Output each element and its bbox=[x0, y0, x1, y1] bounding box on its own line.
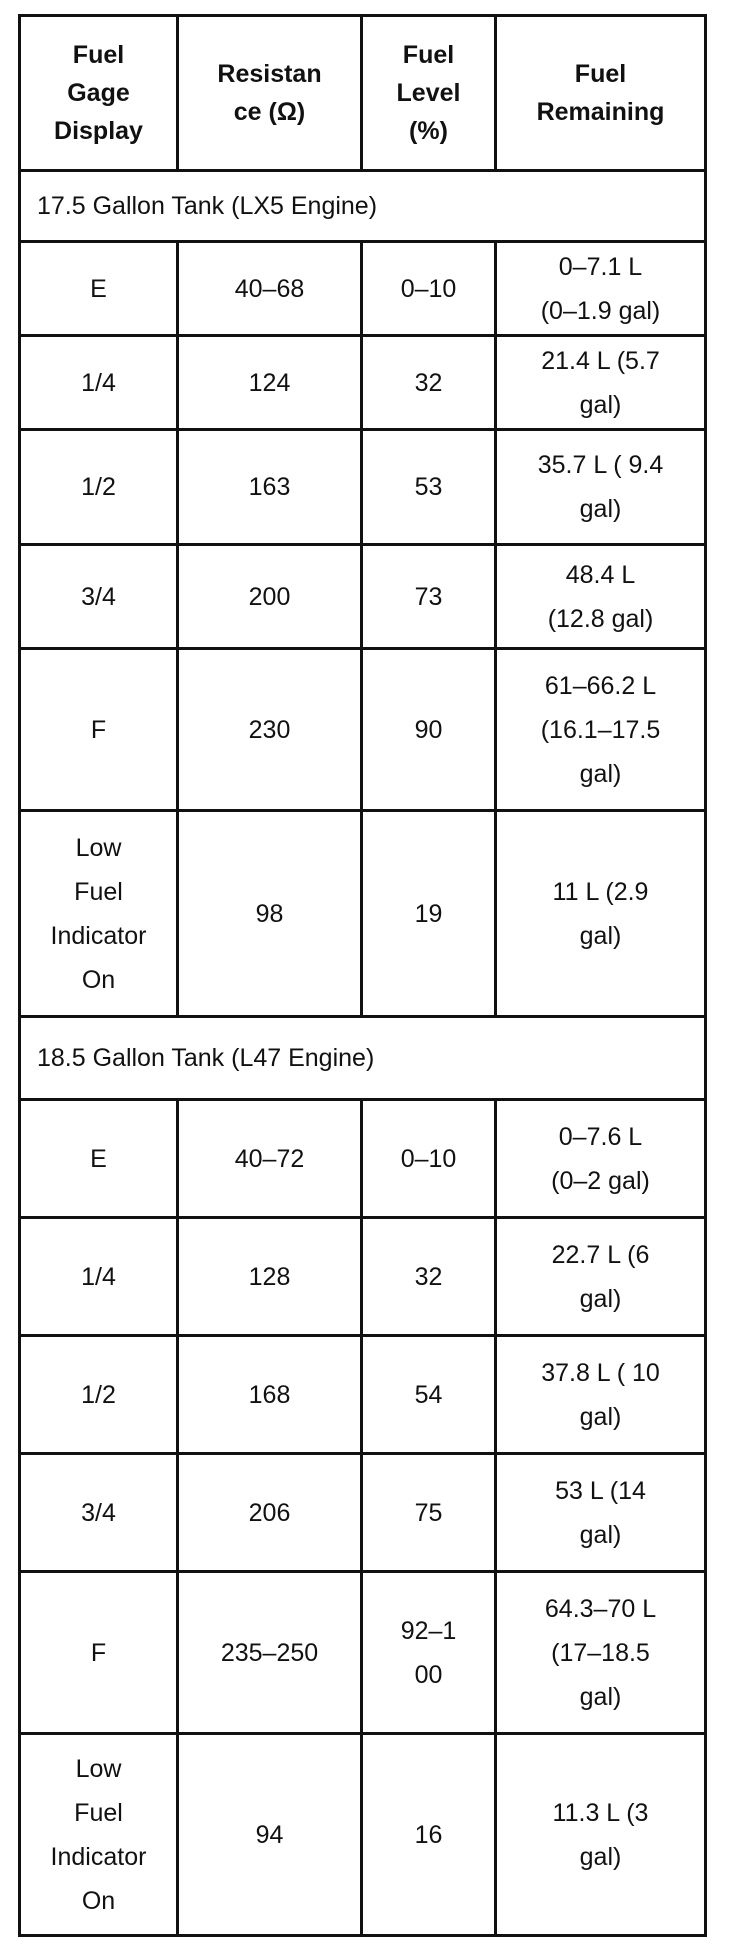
fuel-level-cell: 90 bbox=[362, 649, 496, 811]
fuel-level-cell: 19 bbox=[362, 811, 496, 1017]
table-row bbox=[20, 1454, 706, 1572]
fuel-remaining-cell: 48.4 L (12.8 gal) bbox=[496, 545, 706, 649]
gage-display-cell: E bbox=[20, 242, 178, 336]
gage-display-cell: E bbox=[20, 1100, 178, 1218]
header-fuel-remaining: Fuel Remaining bbox=[496, 16, 706, 171]
resistance-cell: 124 bbox=[178, 336, 362, 430]
gage-display-cell: Low Fuel Indicator On bbox=[20, 1734, 178, 1936]
fuel-level-cell: 0–10 bbox=[362, 1100, 496, 1218]
resistance-cell: 168 bbox=[178, 1336, 362, 1454]
resistance-cell: 200 bbox=[178, 545, 362, 649]
fuel-level-cell: 92–1 00 bbox=[362, 1572, 496, 1734]
table-row bbox=[20, 430, 706, 545]
section-title: 18.5 Gallon Tank (L47 Engine) bbox=[20, 1017, 706, 1100]
table-row bbox=[20, 811, 706, 1017]
table-row bbox=[20, 242, 706, 336]
fuel-remaining-cell: 61–66.2 L (16.1–17.5 gal) bbox=[496, 649, 706, 811]
fuel-remaining-cell: 35.7 L ( 9.4 gal) bbox=[496, 430, 706, 545]
fuel-remaining-cell: 21.4 L (5.7 gal) bbox=[496, 336, 706, 430]
fuel-level-cell: 32 bbox=[362, 336, 496, 430]
fuel-remaining-cell: 0–7.6 L (0–2 gal) bbox=[496, 1100, 706, 1218]
gage-display-cell: 1/4 bbox=[20, 336, 178, 430]
fuel-level-cell: 32 bbox=[362, 1218, 496, 1336]
fuel-remaining-cell: 37.8 L ( 10 gal) bbox=[496, 1336, 706, 1454]
resistance-cell: 40–72 bbox=[178, 1100, 362, 1218]
gage-display-cell: 3/4 bbox=[20, 1454, 178, 1572]
fuel-level-cell: 75 bbox=[362, 1454, 496, 1572]
gage-display-cell: Low Fuel Indicator On bbox=[20, 811, 178, 1017]
fuel-level-cell: 53 bbox=[362, 430, 496, 545]
fuel-remaining-cell: 64.3–70 L (17–18.5 gal) bbox=[496, 1572, 706, 1734]
resistance-cell: 235–250 bbox=[178, 1572, 362, 1734]
fuel-remaining-cell: 22.7 L (6 gal) bbox=[496, 1218, 706, 1336]
fuel-remaining-cell: 0–7.1 L (0–1.9 gal) bbox=[496, 242, 706, 336]
resistance-cell: 128 bbox=[178, 1218, 362, 1336]
resistance-cell: 206 bbox=[178, 1454, 362, 1572]
resistance-cell: 163 bbox=[178, 430, 362, 545]
resistance-cell: 230 bbox=[178, 649, 362, 811]
fuel-remaining-cell: 11 L (2.9 gal) bbox=[496, 811, 706, 1017]
resistance-cell: 98 bbox=[178, 811, 362, 1017]
table-row bbox=[20, 649, 706, 811]
fuel-level-cell: 16 bbox=[362, 1734, 496, 1936]
fuel-gage-spec-table bbox=[18, 14, 707, 1937]
table-row bbox=[20, 1336, 706, 1454]
gage-display-cell: 3/4 bbox=[20, 545, 178, 649]
table-row bbox=[20, 1734, 706, 1936]
header-fuel-gage-display: Fuel Gage Display bbox=[20, 16, 178, 171]
table-row bbox=[20, 1572, 706, 1734]
resistance-cell: 94 bbox=[178, 1734, 362, 1936]
resistance-cell: 40–68 bbox=[178, 242, 362, 336]
gage-display-cell: F bbox=[20, 649, 178, 811]
section-row bbox=[20, 171, 706, 242]
fuel-level-cell: 0–10 bbox=[362, 242, 496, 336]
header-row bbox=[20, 16, 706, 171]
gage-display-cell: 1/2 bbox=[20, 1336, 178, 1454]
table-row bbox=[20, 1100, 706, 1218]
fuel-level-cell: 73 bbox=[362, 545, 496, 649]
gage-display-cell: F bbox=[20, 1572, 178, 1734]
fuel-remaining-cell: 11.3 L (3 gal) bbox=[496, 1734, 706, 1936]
table-row bbox=[20, 1218, 706, 1336]
header-fuel-level: Fuel Level (%) bbox=[362, 16, 496, 171]
table-row bbox=[20, 545, 706, 649]
gage-display-cell: 1/2 bbox=[20, 430, 178, 545]
header-resistance: Resistan ce (Ω) bbox=[178, 16, 362, 171]
section-row bbox=[20, 1017, 706, 1100]
section-title: 17.5 Gallon Tank (LX5 Engine) bbox=[20, 171, 706, 242]
gage-display-cell: 1/4 bbox=[20, 1218, 178, 1336]
table-row bbox=[20, 336, 706, 430]
fuel-level-cell: 54 bbox=[362, 1336, 496, 1454]
fuel-remaining-cell: 53 L (14 gal) bbox=[496, 1454, 706, 1572]
